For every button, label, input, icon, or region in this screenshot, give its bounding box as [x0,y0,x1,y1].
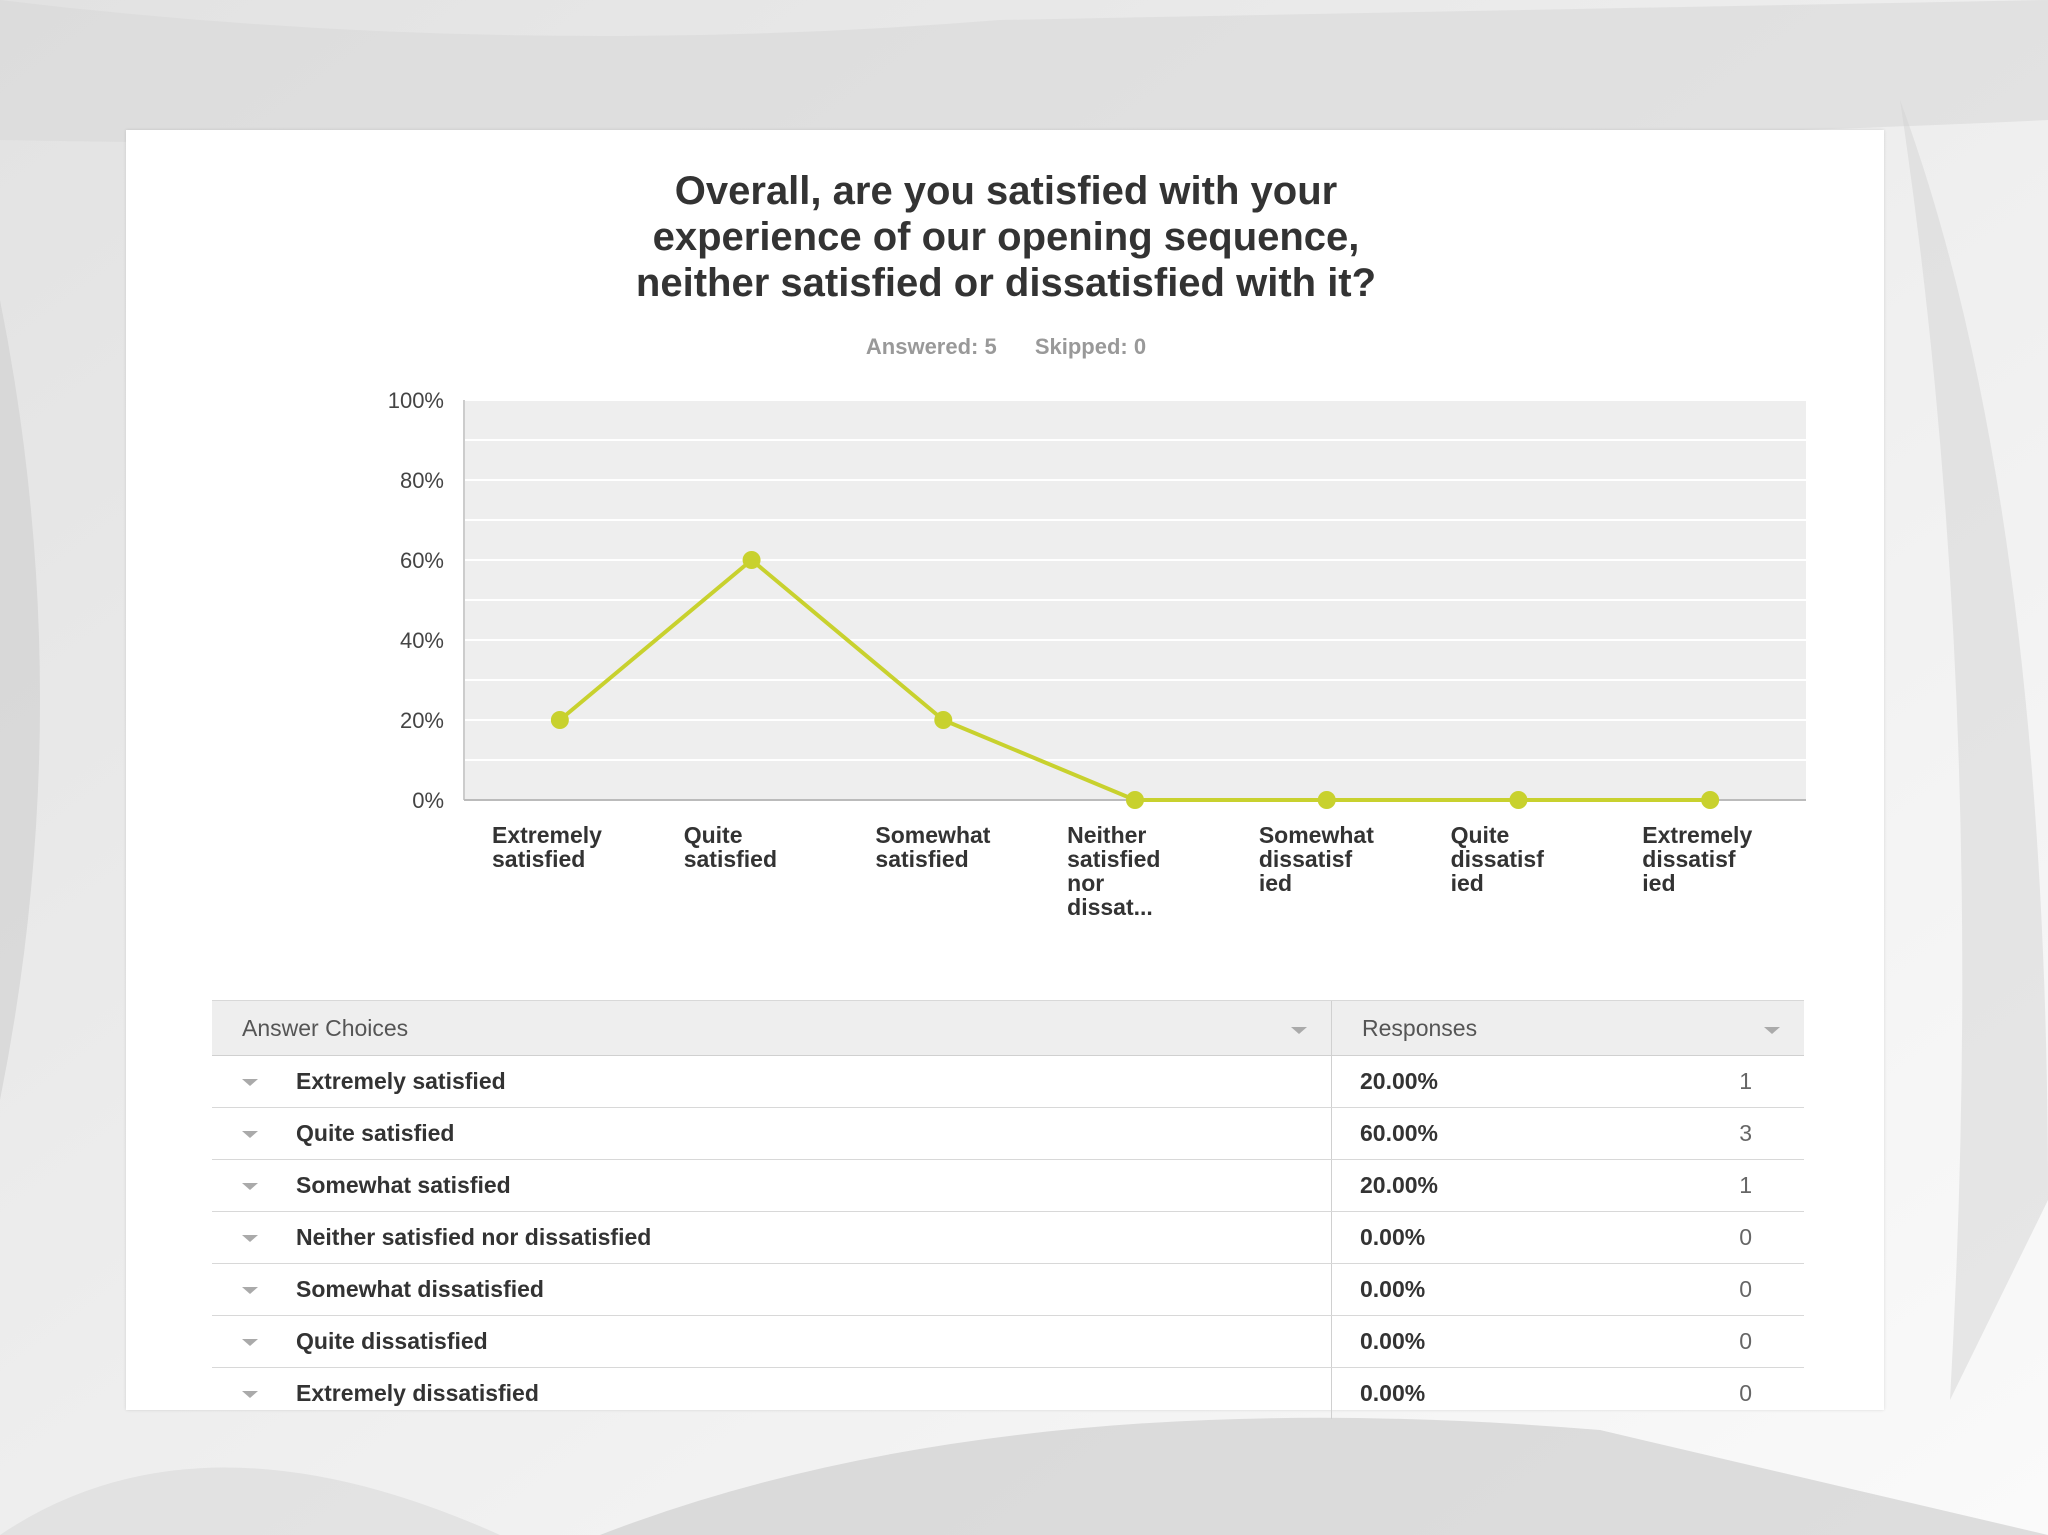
data-point [934,711,952,729]
sort-caret-icon[interactable] [1764,1027,1780,1034]
x-tick-label-line: satisfied [683,846,778,872]
x-tick-label-line: dissatisf [1258,846,1353,872]
answer-choice-cell [212,1264,1332,1316]
x-tick-label [684,822,777,872]
data-point [1318,791,1336,809]
response-percent: 0.00% [1332,1264,1662,1316]
question-line-3: neither satisfied or dissatisfied with it? [635,261,1377,305]
line-chart [126,130,1884,940]
answer-choice-cell [212,1316,1332,1368]
x-tick-label-line: Quite [683,822,743,848]
x-tick-label-line: nor [1067,870,1105,896]
response-percent: 0.00% [1332,1212,1662,1264]
answer-choice-cell [212,1160,1332,1212]
sort-caret-icon[interactable] [1291,1027,1307,1034]
response-count: 0 [1661,1212,1804,1264]
x-tick-label-line: satisfied [875,846,969,872]
data-point [1509,791,1527,809]
x-tick-label-line: Neither [1067,822,1147,848]
response-count: 1 [1661,1056,1804,1108]
expand-caret-icon[interactable] [242,1079,258,1086]
x-tick-label-line: Somewhat [1258,822,1374,848]
data-point [551,711,569,729]
expand-caret-icon[interactable] [242,1391,258,1398]
answered-count: Answered: 5 [865,334,997,359]
answer-choice-cell [212,1368,1332,1420]
answer-choice-cell [212,1212,1332,1264]
expand-caret-icon[interactable] [242,1235,258,1242]
x-tick-label-line: dissatisf [1450,846,1544,872]
answer-choice-label: Quite dissatisfied [296,1328,488,1354]
table-row [212,1264,1804,1316]
table-row [212,1160,1804,1212]
response-count: 0 [1661,1264,1804,1316]
answer-choice-cell [212,1056,1332,1108]
data-point [1126,791,1144,809]
answer-choices-header[interactable] [212,1001,1332,1056]
x-tick-label-line: Extremely [492,822,602,848]
table-row [212,1316,1804,1368]
x-tick-label-line: ied [1258,870,1293,896]
expand-caret-icon[interactable] [242,1287,258,1294]
table-row [212,1108,1804,1160]
table-header-row [212,1001,1804,1056]
x-tick-label [1451,822,1545,896]
response-percent: 0.00% [1332,1316,1662,1368]
answer-choice-label: Extremely satisfied [296,1068,506,1094]
x-tick-label-line: satisfied [492,846,586,872]
answer-choices-header-label: Answer Choices [242,1014,409,1041]
responses-header[interactable] [1332,1001,1805,1056]
response-count: 3 [1661,1108,1804,1160]
expand-caret-icon[interactable] [242,1183,258,1190]
answer-choice-label: Extremely dissatisfied [296,1380,539,1406]
y-tick-label: 40% [399,628,444,653]
answer-choice-label: Quite satisfied [296,1120,455,1146]
response-percent: 20.00% [1332,1160,1662,1212]
x-tick-label-line: Extremely [1642,822,1753,848]
x-tick-label [875,822,990,872]
x-tick-label-line: dissatisf [1642,846,1736,872]
data-point [1701,791,1719,809]
x-tick-label-line: ied [1450,870,1484,896]
x-tick-label-line: satisfied [1067,846,1161,872]
table-row [212,1212,1804,1264]
x-tick-label-line: dissat... [1067,894,1153,920]
expand-caret-icon[interactable] [242,1339,258,1346]
responses-table [212,1000,1804,1419]
y-tick-label: 60% [399,548,444,573]
response-percent: 20.00% [1332,1056,1662,1108]
answer-choice-label: Neither satisfied nor dissatisfied [296,1224,652,1250]
x-tick-label [1067,822,1160,920]
responses-header-label: Responses [1362,1014,1478,1041]
x-tick-label-line: Somewhat [875,822,991,848]
table-row [212,1056,1804,1108]
answer-choice-label: Somewhat satisfied [296,1172,511,1198]
skipped-count: Skipped: 0 [1034,334,1147,359]
y-tick-label: 0% [412,788,444,813]
x-tick-label-line: Quite [1450,822,1510,848]
table-row [212,1368,1804,1420]
response-percent: 0.00% [1332,1368,1662,1420]
response-percent: 60.00% [1332,1108,1662,1160]
x-tick-label-line: ied [1642,870,1676,896]
survey-card [126,130,1884,1410]
expand-caret-icon[interactable] [242,1131,258,1138]
y-tick-label: 20% [399,708,444,733]
answer-choice-cell [212,1108,1332,1160]
response-count: 1 [1661,1160,1804,1212]
question-line-2: experience of our opening sequence, [652,215,1360,259]
x-tick-label [492,822,602,872]
y-tick-label: 80% [399,468,444,493]
data-point [743,551,761,569]
y-tick-label: 100% [387,388,444,413]
x-tick-label [1259,822,1374,896]
answer-choice-label: Somewhat dissatisfied [296,1276,544,1302]
x-tick-label [1642,822,1752,896]
response-count: 0 [1739,1380,1752,1406]
response-count: 0 [1661,1316,1804,1368]
question-line-1: Overall, are you satisfied with your [674,169,1338,213]
